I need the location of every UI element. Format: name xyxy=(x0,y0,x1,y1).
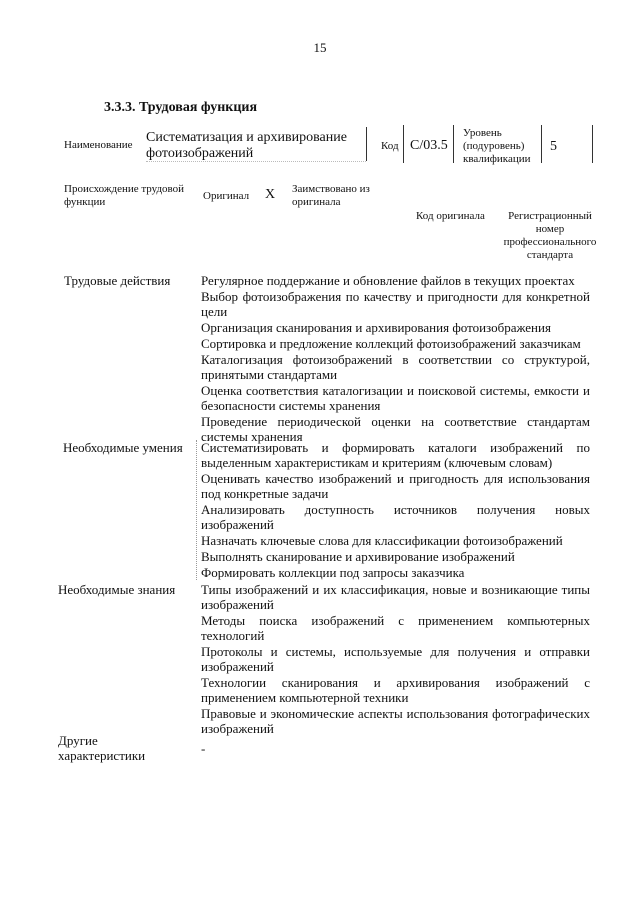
list-item: Правовые и экономические аспекты использования фотографических изображений xyxy=(201,706,590,736)
list-item: Формировать коллекции под запросы заказчика xyxy=(201,565,465,580)
skills-margin-line xyxy=(196,440,197,580)
list-item: Анализировать доступность источников получения новых изображений xyxy=(201,502,590,532)
level-bracket-right xyxy=(588,125,593,163)
original-code-label: Код оригинала xyxy=(416,210,485,222)
level-value: 5 xyxy=(550,139,557,154)
list-item: Оценка соответствия каталогизации и поисковой системы, емкости и безопасности системы хранения xyxy=(201,383,590,413)
required-knowledge-list xyxy=(201,582,590,737)
required-knowledge-label: Необходимые знания xyxy=(58,582,176,597)
list-item: Протоколы и системы, используемые для получения и отправки изображений xyxy=(201,644,590,674)
name-value: Систематизация и архивирование фотоизображений xyxy=(146,130,347,161)
list-item: Каталогизация фотоизображений в соответствии со структурой, принятыми стандартами xyxy=(201,352,590,382)
page-number: 15 xyxy=(313,40,327,55)
list-item: Методы поиска изображений с применением компьютерных технологий xyxy=(201,613,590,643)
origin-label: Происхождение трудовой функции xyxy=(64,183,185,208)
list-item: Выбор фотоизображения по качеству и пригодности для конкретной цели xyxy=(201,289,590,319)
list-item: Выполнять сканирование и архивирование изображений xyxy=(201,549,515,564)
list-item: Проведение периодической оценки на соответствие стандартам системы хранения xyxy=(201,414,590,444)
labor-actions-list xyxy=(201,273,590,445)
labor-actions-label: Трудовые действия xyxy=(64,273,171,288)
list-item: Назначать ключевые слова для классификации фотоизображений xyxy=(201,533,563,548)
required-skills-list xyxy=(201,440,590,581)
code-bracket-right xyxy=(449,125,454,163)
code-bracket-left xyxy=(403,125,408,163)
other-label: Другие характеристики xyxy=(58,733,146,763)
original-label: Оригинал xyxy=(203,190,250,202)
level-label: Уровень (подуровень) квалификации xyxy=(463,127,531,165)
name-label: Наименование xyxy=(64,139,133,151)
original-mark: X xyxy=(265,187,276,202)
list-item: Технологии сканирования и архивирования изображений с применением компьютерной техники xyxy=(201,675,590,705)
list-item: Систематизировать и формировать каталоги изображений по выделенным характеристикам и критериям (ключевым словам) xyxy=(201,440,590,470)
level-bracket-left xyxy=(541,125,546,163)
code-value: C/03.5 xyxy=(410,138,448,153)
list-item: Оценивать качество изображений и пригодность для использования под конкретные задачи xyxy=(201,471,590,501)
name-field-right-edge xyxy=(365,127,367,161)
name-underline xyxy=(146,161,366,162)
borrowed-label: Заимствовано из оригинала xyxy=(292,183,370,208)
list-item: Сортировка и предложение коллекций фотоизображений заказчикам xyxy=(201,336,581,351)
code-label: Код xyxy=(381,140,399,152)
list-item: Регулярное поддержание и обновление файлов в текущих проектах xyxy=(201,273,575,288)
reg-number-label: Регистрационный номер профессионального стандарта xyxy=(503,210,597,261)
list-item: Организация сканирования и архивирования фотоизображения xyxy=(201,320,551,335)
list-item: Типы изображений и их классификация, новые и возникающие типы изображений xyxy=(201,582,590,612)
section-title: 3.3.3. Трудовая функция xyxy=(104,100,258,115)
required-skills-label: Необходимые умения xyxy=(63,440,183,455)
other-value: - xyxy=(201,741,206,756)
